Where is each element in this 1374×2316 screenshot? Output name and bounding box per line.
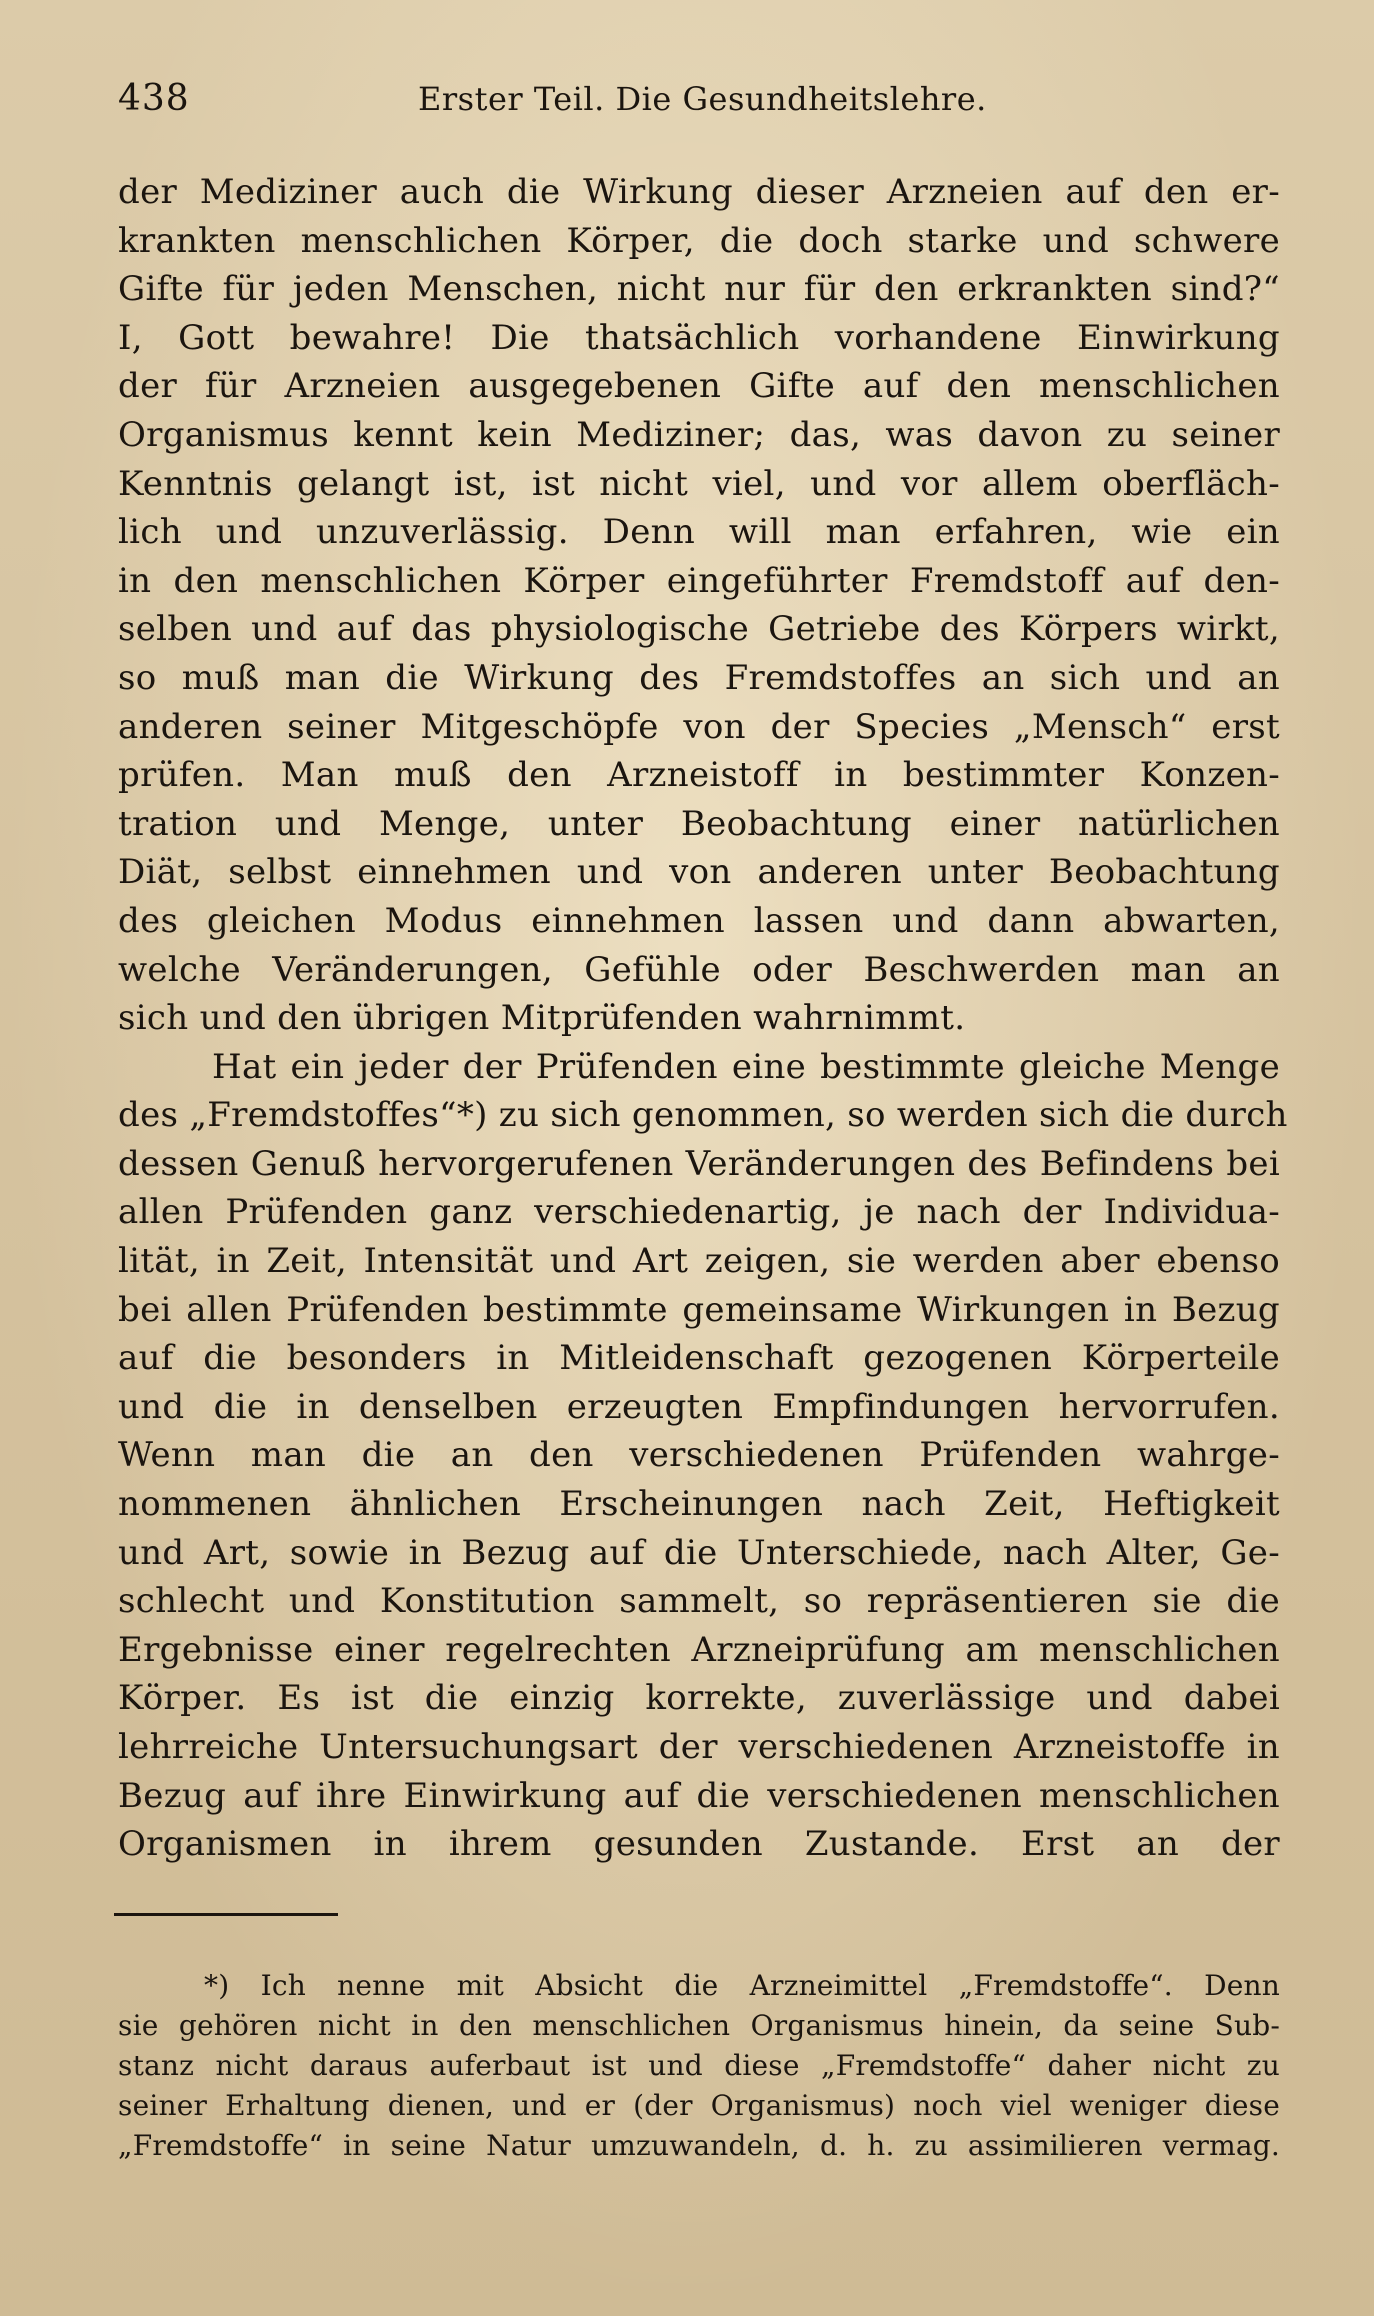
- text-line: der für Arzneien ausgegebenen Gifte auf den menschlichen: [118, 366, 1280, 407]
- page-header: [118, 78, 1278, 138]
- text-line: bei allen Prüfenden bestimmte gemeinsame Wirkungen in Bezug: [118, 1289, 1280, 1330]
- footnote-line: „Fremdstoffe“ in seine Natur umzuwandeln, d. h. zu assimilieren vermag.: [118, 2129, 1280, 2162]
- footnote-line: seiner Erhaltung dienen, und er (der Organismus) noch viel weniger diese: [118, 2089, 1280, 2122]
- text-line: lich und unzuverlässig. Denn will man erfahren, wie ein: [118, 512, 1280, 553]
- text-line: Körper. Es ist die einzig korrekte, zuverlässige und dabei: [118, 1678, 1280, 1719]
- text-line: der Mediziner auch die Wirkung dieser Arzneien auf den er-: [118, 172, 1280, 212]
- text-line: prüfen. Man muß den Arzneistoff in bestimmter Konzen-: [118, 755, 1280, 796]
- footnote-separator: [114, 1913, 338, 1916]
- text-line: Organismus kennt kein Mediziner; das, was davon zu seiner: [118, 414, 1280, 455]
- text-line: krankten menschlichen Körper, die doch starke und schwere: [118, 220, 1280, 261]
- text-line: auf die besonders in Mitleidenschaft gezogenen Körperteile: [118, 1338, 1280, 1379]
- text-line: tration und Menge, unter Beobachtung einer natürlichen: [118, 803, 1280, 844]
- text-line: selben und auf das physiologische Getriebe des Körpers wirkt,: [118, 609, 1280, 650]
- text-line: Gifte für jeden Menschen, nicht nur für den erkrankten sind?“: [118, 269, 1280, 310]
- text-line: sich und den übrigen Mitprüfenden wahrnimmt.: [118, 998, 966, 1039]
- text-line: Organismen in ihrem gesunden Zustande. Erst an der: [118, 1824, 1280, 1865]
- text-line: dessen Genuß hervorgerufenen Veränderungen des Befindens bei: [118, 1143, 1280, 1184]
- text-line: so muß man die Wirkung des Fremdstoffes an sich und an: [118, 657, 1280, 698]
- text-line: anderen seiner Mitgeschöpfe von der Species „Mensch“ erst: [118, 706, 1280, 747]
- footnote-line: sie gehören nicht in den menschlichen Organismus hinein, da seine Sub-: [118, 2009, 1280, 2042]
- footnote-line: *) Ich nenne mit Absicht die Arzneimittel „Fremdstoffe“. Denn: [204, 1969, 1280, 2002]
- text-line: und die in denselben erzeugten Empfindungen hervorrufen.: [118, 1386, 1280, 1427]
- text-line: Bezug auf ihre Einwirkung auf die verschiedenen menschlichen: [118, 1775, 1280, 1816]
- text-line: des „Fremdstoffes“*) zu sich genommen, so werden sich die durch: [118, 1095, 1288, 1136]
- paragraph-2: [118, 1043, 1288, 1869]
- text-line: in den menschlichen Körper eingeführter Fremdstoff auf den-: [118, 560, 1280, 601]
- text-line: Kenntnis gelangt ist, ist nicht viel, und vor allem oberfläch-: [118, 463, 1280, 504]
- text-line: nommenen ähnlichen Erscheinungen nach Zeit, Heftigkeit: [118, 1484, 1280, 1525]
- text-line: schlecht und Konstitution sammelt, so repräsentieren sie die: [118, 1581, 1280, 1622]
- main-text: [118, 168, 1288, 1869]
- text-line: und Art, sowie in Bezug auf die Unterschiede, nach Alter, Ge-: [118, 1532, 1280, 1573]
- footnote: [118, 1966, 1280, 2166]
- text-line: I, Gott bewahre! Die thatsächlich vorhandene Einwirkung: [118, 317, 1280, 358]
- text-line: des gleichen Modus einnehmen lassen und dann abwarten,: [118, 900, 1280, 941]
- text-line: lehrreiche Untersuchungsart der verschiedenen Arzneistoffe in: [118, 1727, 1280, 1767]
- running-head: Erster Teil. Die Gesundheitslehre.: [418, 80, 987, 118]
- text-line: lität, in Zeit, Intensität und Art zeigen, sie werden aber ebenso: [118, 1241, 1280, 1282]
- text-line: Wenn man die an den verschiedenen Prüfenden wahrge-: [118, 1435, 1280, 1476]
- page-number: 438: [118, 78, 190, 119]
- footnote-line: stanz nicht daraus auferbaut ist und diese „Fremdstoffe“ daher nicht zu: [118, 2049, 1280, 2082]
- text-line: allen Prüfenden ganz verschiedenartig, je nach der Individua-: [118, 1192, 1280, 1233]
- paragraph-1: [118, 168, 1280, 1043]
- text-line: Ergebnisse einer regelrechten Arzneiprüfung am menschlichen: [118, 1629, 1280, 1670]
- text-line: Diät, selbst einnehmen und von anderen unter Beobachtung: [118, 852, 1280, 893]
- text-line: Hat ein jeder der Prüfenden eine bestimmte gleiche Menge: [212, 1046, 1280, 1087]
- text-line: welche Veränderungen, Gefühle oder Beschwerden man an: [118, 949, 1280, 990]
